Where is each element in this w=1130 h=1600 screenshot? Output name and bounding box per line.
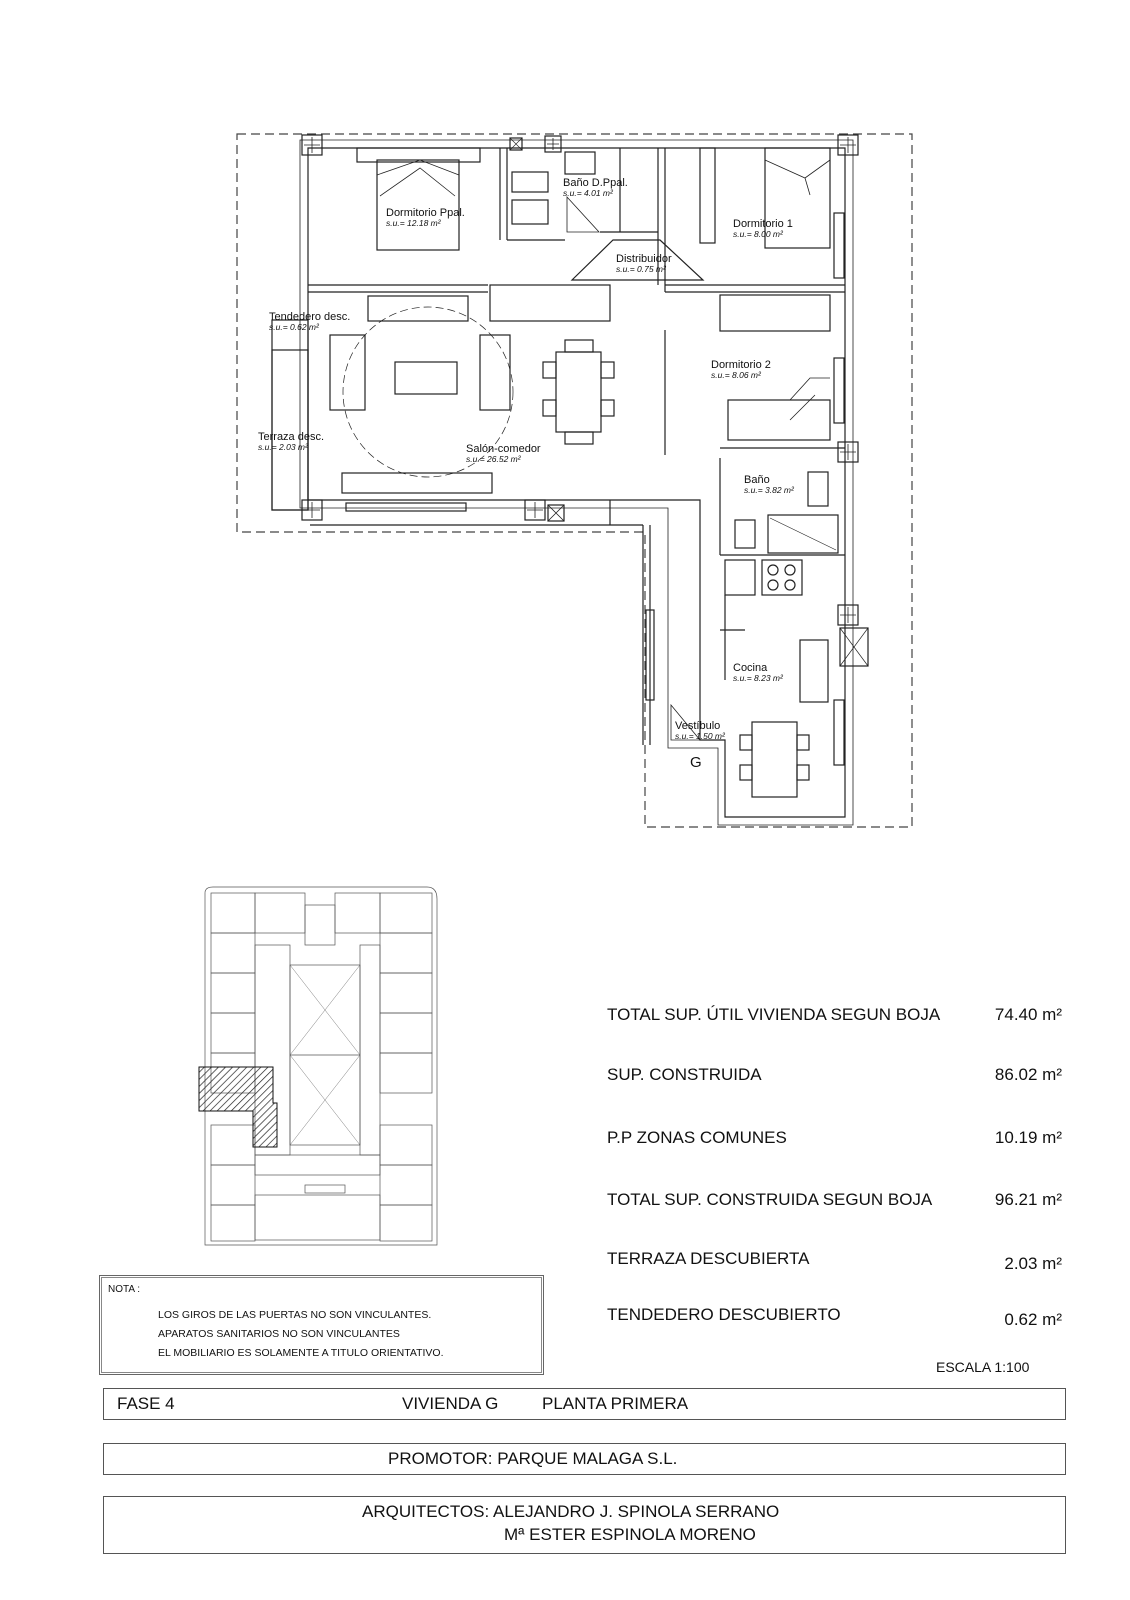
room-area: s.u.= 3.82 m² [744,485,794,495]
room-name: Baño [744,474,770,486]
title-row-promotor [103,1443,1066,1475]
room-label [733,663,783,683]
room-name: Salón-comedor [466,443,541,455]
arquitectos-line-1: ARQUITECTOS: ALEJANDRO J. SPINOLA SERRANO [362,1502,780,1521]
room-name: Dormitorio 1 [733,218,793,230]
nota-title: NOTA : [108,1284,141,1295]
surface-label: TOTAL SUP. CONSTRUIDA SEGUN BOJA [607,1190,933,1209]
room-label [386,208,465,228]
scale-label: ESCALA 1:100 [936,1359,1030,1375]
room-area: s.u.= 1.50 m² [675,731,725,741]
surface-label: TENDEDERO DESCUBIERTO [607,1305,841,1324]
room-name: Distribuidor [616,253,672,265]
arquitectos-line-2: Mª ESTER ESPINOLA MORENO [504,1525,756,1544]
room-area: s.u.= 26.52 m² [466,454,521,464]
room-area: s.u.= 0.62 m² [269,322,319,332]
room-area: s.u.= 2.03 m² [258,442,308,452]
surface-label: TOTAL SUP. ÚTIL VIVIENDA SEGUN BOJA [607,1005,941,1024]
promotor-label: PROMOTOR: PARQUE MALAGA S.L. [388,1449,678,1468]
surface-label: TERRAZA DESCUBIERTA [607,1249,810,1268]
unit-letter: G [690,754,702,771]
nota-line: LOS GIROS DE LAS PUERTAS NO SON VINCULANTES. [158,1309,432,1321]
room-label [744,475,794,495]
surface-value: 74.40 m² [994,1005,1062,1024]
room-area: s.u.= 8.00 m² [733,229,783,239]
room-area: s.u.= 4.01 m² [563,188,613,198]
nota-box [99,1275,544,1375]
room-name: Dormitorio Ppal. [386,207,465,219]
room-label [258,432,324,452]
title-row-fase [103,1388,1066,1420]
room-label [675,721,725,741]
room-area: s.u.= 8.23 m² [733,673,783,683]
room-name: Tendedero desc. [269,311,351,323]
room-label [711,360,771,380]
title-row-arquitectos [103,1496,1066,1554]
nota-line: EL MOBILIARIO ES SOLAMENTE A TITULO ORIENTATIVO. [158,1347,444,1359]
surface-value: 96.21 m² [994,1190,1062,1209]
room-label [269,312,350,332]
room-name: Dormitorio 2 [711,359,771,371]
surface-value: 86.02 m² [994,1065,1062,1084]
room-label [466,444,541,464]
surface-value: 0.62 m² [1004,1310,1062,1329]
room-name: Terraza desc. [258,431,325,443]
vivienda-label: VIVIENDA G [402,1394,499,1413]
room-area: s.u.= 0.75 m² [616,264,666,274]
fase-label: FASE 4 [117,1394,175,1413]
planta-label: PLANTA PRIMERA [542,1394,689,1413]
room-name: Baño D.Ppal. [563,177,628,189]
surface-label: SUP. CONSTRUIDA [607,1065,762,1084]
room-name: Cocina [733,662,768,674]
room-label [733,219,793,239]
room-label [563,178,628,198]
plot-boundary [237,134,912,827]
key-plan [195,885,445,1255]
room-label [616,254,672,274]
surface-label: P.P ZONAS COMUNES [607,1128,787,1147]
nota-line: APARATOS SANITARIOS NO SON VINCULANTES [158,1328,400,1340]
room-name: Vestíbulo [675,720,721,732]
surface-value: 10.19 m² [994,1128,1062,1147]
room-area: s.u.= 12.18 m² [386,218,441,228]
room-area: s.u.= 8.06 m² [711,370,761,380]
surface-value: 2.03 m² [1004,1254,1062,1273]
